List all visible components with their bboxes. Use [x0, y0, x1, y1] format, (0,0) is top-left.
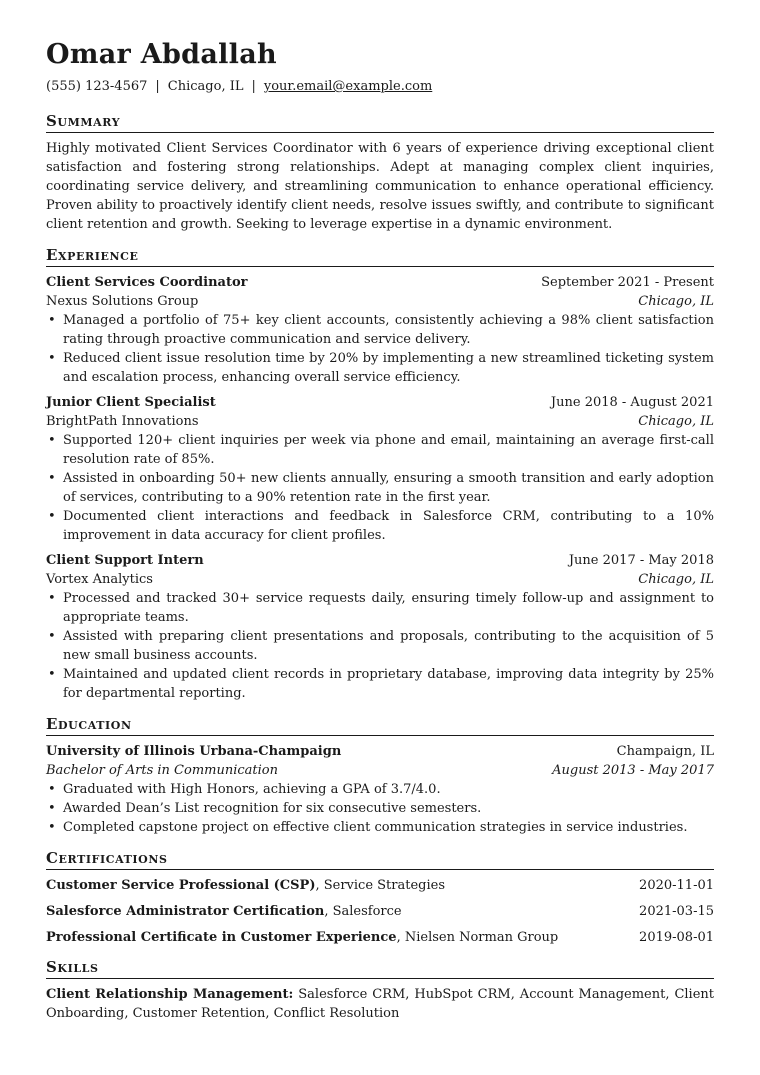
contact-separator: | [155, 79, 160, 94]
certification-item [46, 928, 714, 947]
certification-issuer: , Nielsen Norman Group [396, 930, 559, 945]
job-location: Chicago, IL [638, 572, 714, 587]
summary-section [46, 111, 714, 234]
job-location: Chicago, IL [638, 414, 714, 429]
job-role: Client Services Coordinator [46, 275, 248, 290]
job-entry [46, 551, 714, 703]
job-role: Client Support Intern [46, 553, 204, 568]
contact-line [46, 78, 714, 96]
section-title-summary: Summary [46, 111, 714, 133]
certification-name: Professional Certificate in Customer Experience [46, 930, 397, 945]
job-bullet: • Supported 120+ client inquiries per week via phone and email, maintaining an average first-call resolution rate of 85%. [46, 431, 714, 469]
job-bullet: • Reduced client issue resolution time by 20% by implementing a new streamlined ticketing system and escalation process, enhancing overall service efficiency. [46, 349, 714, 387]
job-location: Chicago, IL [638, 294, 714, 309]
section-title-education: Education [46, 714, 714, 736]
job-bullets [46, 431, 714, 545]
certification-name: Salesforce Administrator Certification [46, 904, 325, 919]
job-dates: September 2021 - Present [541, 275, 714, 290]
job-company: BrightPath Innovations [46, 414, 199, 429]
skills-list: Salesforce CRM, HubSpot CRM, Account Management, Client Onboarding, Customer Retention, Conflict Resolution [46, 987, 714, 1021]
education-section [46, 714, 714, 837]
resume-page [46, 0, 714, 1023]
job-bullet: • Assisted with preparing client presentations and proposals, contributing to the acquisition of 5 new small business accounts. [46, 627, 714, 665]
job-bullet: • Processed and tracked 30+ service requests daily, ensuring timely follow-up and assignment to appropriate teams. [46, 589, 714, 627]
contact-location: Chicago, IL [167, 79, 244, 94]
contact-separator: | [251, 79, 256, 94]
education-dates: August 2013 - May 2017 [552, 763, 714, 778]
certification-date: 2021-03-15 [639, 904, 714, 919]
job-dates: June 2017 - May 2018 [568, 553, 714, 568]
job-entry [46, 273, 714, 387]
skills-label: Client Relationship Management: [46, 987, 294, 1002]
education-bullet: • Completed capstone project on effective client communication strategies in service industries. [46, 818, 714, 837]
summary-text: Highly motivated Client Services Coordinator with 6 years of experience driving exceptional client satisfaction and fostering strong relationships. Adept at managing complex client inquiries, coordinating service delivery, and streamlining communication to enhance operational efficiency. Proven ability to proactively identify client needs, resolve issues swiftly, and contribute to significant client retention and growth. Seeking to leverage expertise in a dynamic environment. [46, 141, 714, 232]
certification-item [46, 876, 714, 895]
education-bullet: • Awarded Dean’s List recognition for six consecutive semesters. [46, 799, 714, 818]
certification-date: 2019-08-01 [639, 930, 714, 945]
contact-email-link[interactable]: your.email@example.com [263, 79, 433, 94]
job-role: Junior Client Specialist [46, 395, 216, 410]
job-bullets [46, 589, 714, 703]
job-dates: June 2018 - August 2021 [550, 395, 714, 410]
candidate-name: Omar Abdallah [46, 39, 277, 70]
certification-issuer: , Salesforce [324, 904, 402, 919]
job-company: Nexus Solutions Group [46, 294, 199, 309]
job-company: Vortex Analytics [46, 572, 153, 587]
certification-issuer: , Service Strategies [315, 878, 446, 893]
certification-name: Customer Service Professional (CSP) [46, 878, 316, 893]
certification-item [46, 902, 714, 921]
experience-section [46, 245, 714, 703]
certification-date: 2020-11-01 [639, 878, 714, 893]
section-title-skills: Skills [46, 957, 714, 979]
skills-section [46, 957, 714, 1023]
job-bullet: • Managed a portfolio of 75+ key client accounts, consistently achieving a 98% client satisfaction rating through proactive communication and service delivery. [46, 311, 714, 349]
job-bullet: • Assisted in onboarding 50+ new clients annually, ensuring a smooth transition and early adoption of services, contributing to a 90% retention rate in the first year. [46, 469, 714, 507]
section-title-certifications: Certifications [46, 848, 714, 870]
job-entry [46, 393, 714, 545]
job-bullets [46, 311, 714, 387]
school-name: University of Illinois Urbana-Champaign [46, 744, 342, 759]
job-bullet: • Maintained and updated client records in proprietary database, improving data integrity by 25% for departmental reporting. [46, 665, 714, 703]
certifications-section [46, 848, 714, 947]
school-location: Champaign, IL [616, 744, 714, 759]
skills-text [46, 985, 714, 1023]
education-bullet: • Graduated with High Honors, achieving a GPA of 3.7/4.0. [46, 780, 714, 799]
section-title-experience: Experience [46, 245, 714, 267]
job-bullet: • Documented client interactions and feedback in Salesforce CRM, contributing to a 10% improvement in data accuracy for client profiles. [46, 507, 714, 545]
contact-phone: (555) 123-4567 [46, 79, 148, 94]
education-bullets [46, 780, 714, 837]
degree: Bachelor of Arts in Communication [46, 763, 278, 778]
